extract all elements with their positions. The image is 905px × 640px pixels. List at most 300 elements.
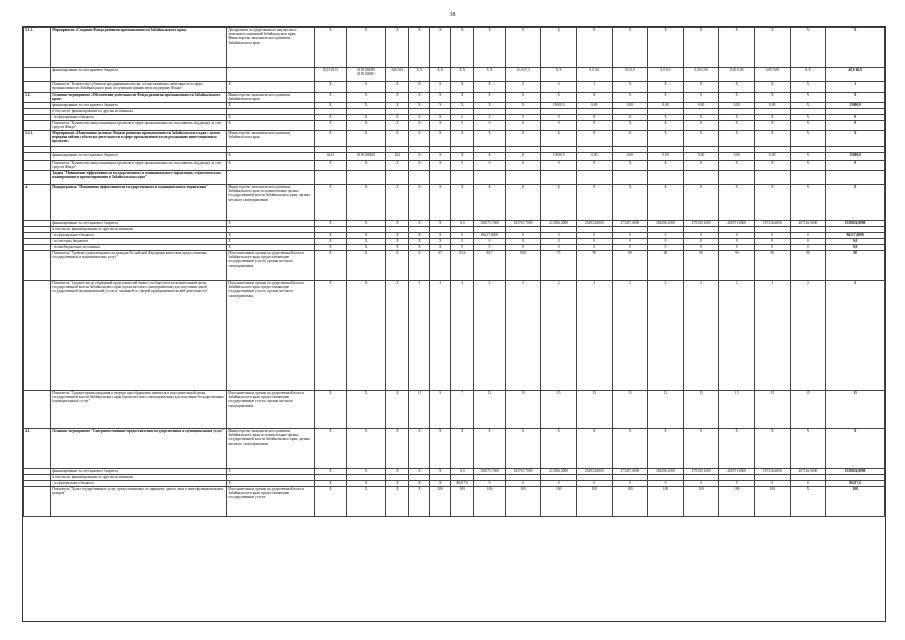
value-cell: X [386, 82, 409, 93]
value-cell: 100 [612, 487, 648, 517]
value-cell: X [386, 245, 409, 251]
row-title-cell: - из федерального бюджета [51, 115, 227, 121]
value-cell: X X [790, 68, 826, 82]
value-cell: 267146,9000 [790, 221, 826, 227]
row-number-cell [24, 153, 51, 161]
row-title-cell: финансирование за счет краевого бюджета [51, 153, 227, 161]
value-cell: X [386, 131, 409, 147]
row-title-cell: Показатель "Количество инвестиционных проектов в сфере промышленности, получивших поддержку за счет средств Фонда" [51, 121, 227, 131]
value-cell: X [386, 469, 409, 475]
value-cell: 2338656,0000 [826, 469, 885, 475]
value-cell: X [683, 93, 719, 103]
value-cell: 0 [683, 245, 719, 251]
value-cell [755, 171, 791, 185]
responsible-cell: X [227, 239, 315, 245]
value-cell: 0 [719, 233, 755, 239]
value-cell: X [409, 429, 430, 469]
value-cell: X [719, 185, 755, 221]
value-cell: X [612, 185, 648, 221]
value-cell: 0 [648, 239, 684, 245]
value-cell: X [409, 481, 430, 487]
row-title-cell: - из внебюджетных источников [51, 245, 227, 251]
row-title-cell: финансирование за счет краевого бюджета [51, 68, 227, 82]
value-cell: X [409, 245, 430, 251]
responsible-cell: X [227, 469, 315, 475]
row-title-cell: - из местных бюджетов [51, 239, 227, 245]
value-cell: X [755, 93, 791, 103]
value-cell: X [315, 221, 346, 227]
value-cell: X [790, 82, 826, 93]
value-cell: X [451, 153, 474, 161]
value-cell: X [541, 429, 577, 469]
value-cell: X [719, 82, 755, 93]
value-cell: X [576, 185, 612, 221]
value-cell: 15000,0 [541, 153, 577, 161]
value-cell: X [409, 121, 430, 131]
value-cell: 0 [576, 239, 612, 245]
value-cell: X [648, 82, 684, 93]
value-cell: 0,00 [683, 153, 719, 161]
value-cell: 0,0 [451, 469, 474, 475]
value-cell: 90 [648, 251, 684, 281]
value-cell: 0 [474, 239, 505, 245]
responsible-cell: Министерство экономического развития Забайкальского края [227, 93, 315, 103]
value-cell: 0,00 [719, 153, 755, 161]
value-cell: 0 [474, 161, 505, 171]
value-cell: X [346, 281, 386, 391]
value-cell: 2 [451, 281, 474, 391]
value-cell: X [451, 131, 474, 147]
value-cell: X [346, 161, 386, 171]
row-number-cell: 3.1.1. [24, 28, 51, 68]
value-cell: 0,00 [755, 153, 791, 161]
value-cell: 0 [451, 115, 474, 121]
table-row [24, 487, 885, 517]
value-cell: 0 [505, 233, 541, 239]
value-cell: 0 [790, 245, 826, 251]
row-number-cell: 3.2.1. [24, 131, 51, 147]
row-number-cell [24, 161, 51, 171]
value-cell: X [315, 469, 346, 475]
value-cell: 90 [826, 251, 885, 281]
value-cell [683, 171, 719, 185]
value-cell: 90 [612, 251, 648, 281]
value-cell: X [612, 82, 648, 93]
value-cell [315, 171, 346, 185]
value-cell: 0 [612, 239, 648, 245]
value-cell: X [719, 115, 755, 121]
value-cell: 2 [719, 281, 755, 391]
value-cell: 2 [505, 281, 541, 391]
value-cell: X [386, 221, 409, 227]
value-cell: X [755, 131, 791, 147]
value-cell: 0 [755, 245, 791, 251]
row-title-cell: Показатель "Доля государственных услуг, предоставляемых по принципу одного окна в многофункциональных центрах" [51, 487, 227, 517]
value-cell: X [755, 185, 791, 221]
value-cell: X [430, 28, 451, 68]
value-cell: X [386, 28, 409, 68]
responsible-cell: X [227, 121, 315, 131]
value-cell: X [386, 185, 409, 221]
value-cell: 0 [612, 481, 648, 487]
value-cell: 9 [430, 391, 451, 429]
value-cell: 234934,8000 [576, 221, 612, 227]
row-title-cell: Показатель "Количество субъектов предпринимательства, осуществляющих деятельность в сфере промышленности Забайкальского края, получивших финансовую поддержку Фонда" [51, 82, 227, 93]
value-cell: X [541, 28, 577, 68]
value-cell [826, 171, 885, 185]
value-cell: 273457,0000 [612, 469, 648, 475]
value-cell: X [386, 121, 409, 131]
value-cell: X [719, 93, 755, 103]
value-cell: 0 [505, 245, 541, 251]
table-row [24, 93, 885, 103]
value-cell: 0 [451, 121, 474, 131]
value-cell: 100 [541, 487, 577, 517]
value-cell: 15000,0 [826, 103, 885, 109]
row-title-cell: в том числе: финансирование по другим источникам [51, 109, 227, 115]
value-cell: X [386, 487, 409, 517]
value-cell: 15 [826, 391, 885, 429]
value-cell: X [648, 93, 684, 103]
value-cell: 83,6 [451, 251, 474, 281]
value-cell: 0,00 [683, 103, 719, 109]
value-cell: 3 [430, 281, 451, 391]
responsible-cell: X [227, 153, 315, 161]
value-cell: X X [474, 68, 505, 82]
value-cell: 0 [790, 239, 826, 245]
value-cell: 0 [505, 161, 541, 171]
value-cell: X [790, 161, 826, 171]
value-cell [541, 171, 577, 185]
value-cell: X [430, 121, 451, 131]
row-title-cell: Показатель "Уровень удовлетворенности граждан Российской Федерации качеством предоставления государственных и муниципальных услуг" [51, 251, 227, 281]
value-cell: X [409, 185, 430, 221]
value-cell: X [719, 121, 755, 131]
value-cell: 0,00 [612, 103, 648, 109]
value-cell: 183767,7000 [505, 469, 541, 475]
table-row [24, 153, 885, 161]
row-title-cell: Основное мероприятие "Совершенствование предоставления государственных и муниципальных услуг" [51, 429, 227, 469]
value-cell: X [474, 103, 505, 109]
value-cell [386, 171, 409, 185]
value-cell: 0150106820 [346, 153, 386, 161]
value-cell: X [346, 487, 386, 517]
value-cell: 90 [755, 251, 791, 281]
value-cell: X [315, 251, 346, 281]
value-cell: X [474, 82, 505, 93]
value-cell: X [683, 115, 719, 121]
row-title-cell: Показатель "Количество инвестиционных проектов в сфере промышленности, получивших поддержку за счет средств Фонда" [51, 161, 227, 171]
value-cell: X [576, 28, 612, 68]
value-cell: 0,00 0,00 [719, 68, 755, 82]
value-cell: X [719, 28, 755, 68]
page-number: 38 [449, 12, 456, 18]
value-cell: 273457,0000 [612, 221, 648, 227]
value-cell: 100 [474, 487, 505, 517]
value-cell: X [576, 115, 612, 121]
value-cell: 213586,0000 [541, 221, 577, 227]
value-cell: X [683, 131, 719, 147]
value-cell: X [474, 28, 505, 68]
row-title-cell: финансирование за счет краевого бюджета [51, 221, 227, 227]
value-cell: 15 [648, 391, 684, 429]
value-cell: 183767,7000 [505, 221, 541, 227]
row-title-cell: Подпрограмма "Повышение эффективности государственного и муниципального управления" [51, 185, 227, 221]
value-cell: X [386, 481, 409, 487]
value-cell: 0 [755, 481, 791, 487]
value-cell: X [430, 481, 451, 487]
table-row [24, 171, 885, 185]
value-cell: 0 [576, 233, 612, 239]
value-cell: X [505, 429, 541, 469]
value-cell: 2 [612, 281, 648, 391]
value-cell: X [315, 28, 346, 68]
value-cell: X [648, 28, 684, 68]
value-cell: X [409, 131, 430, 147]
value-cell: X [505, 93, 541, 103]
value-cell: 0 [451, 233, 474, 239]
value-cell: 0 [505, 121, 541, 131]
responsible-cell: Исполнительные органы государственной власти Забайкальского края, предоставляющие государственные услуги, органы местного самоуправления [227, 251, 315, 281]
row-number-cell [24, 251, 51, 281]
responsible-cell: Исполнительные органы государственной власти Забайкальского края, предоставляющие государственные услуги, органы местного самоуправления [227, 391, 315, 429]
value-cell: 15000,0 [826, 153, 885, 161]
value-cell: X [346, 391, 386, 429]
value-cell: X [826, 93, 885, 103]
value-cell: 100 [755, 487, 791, 517]
responsible-cell: Министерство экономического развития Забайкальского края [227, 131, 315, 147]
value-cell: 90,7 [474, 251, 505, 281]
value-cell: X [409, 115, 430, 121]
row-title-cell: Показатель "Среднее время ожидания в очереди при обращении заявителя в исполнительный орган государственной власти Забайкальского края (орган местного самоуправления) для получения государственных (муниципальных) услуг" [51, 391, 227, 429]
value-cell: X [755, 121, 791, 131]
value-cell: 86217,6 [451, 481, 474, 487]
table-row [24, 28, 885, 68]
value-cell: X [505, 153, 541, 161]
value-cell: X [790, 185, 826, 221]
value-cell: X [409, 82, 430, 93]
value-cell: X [719, 429, 755, 469]
value-cell: X [790, 121, 826, 131]
value-cell: X [315, 245, 346, 251]
value-cell: X [315, 103, 346, 109]
responsible-cell [227, 68, 315, 82]
value-cell [719, 171, 755, 185]
value-cell: 0 [719, 239, 755, 245]
responsible-cell: X [227, 245, 315, 251]
value-cell: 0412 [315, 153, 346, 161]
row-title-cell: - из федерального бюджета [51, 481, 227, 487]
value-cell: 2338656,0000 [826, 221, 885, 227]
row-number-cell [24, 121, 51, 131]
value-cell: X [612, 131, 648, 147]
value-cell: X [505, 103, 541, 109]
value-cell: X [719, 161, 755, 171]
responsible-cell: Министерство экономического развития Забайкальского края, исполнительные органы государственной власти Забайкальского края, органы местного самоуправления [227, 185, 315, 221]
table-row [24, 68, 885, 82]
value-cell: 2 [826, 281, 885, 391]
value-cell: 0 [612, 245, 648, 251]
value-cell: X [386, 233, 409, 239]
value-cell: 2 [790, 281, 826, 391]
value-cell: X [451, 185, 474, 221]
value-cell: X [346, 28, 386, 68]
value-cell: 0 [683, 239, 719, 245]
value-cell: 0 [541, 245, 577, 251]
value-cell: 0 [451, 245, 474, 251]
value-cell: 0 [826, 115, 885, 121]
responsible-cell: Исполнительные органы государственной власти Забайкальского края, предоставляющие государственные услуги [227, 487, 315, 517]
value-cell: X [576, 121, 612, 131]
value-cell: 0 [451, 239, 474, 245]
value-cell: X [315, 185, 346, 221]
value-cell: X [505, 28, 541, 68]
value-cell: 0 [790, 233, 826, 239]
value-cell: X [346, 251, 386, 281]
row-title-cell: - из федерального бюджета [51, 233, 227, 239]
value-cell: 279350,1000 [683, 221, 719, 227]
value-cell: X [409, 28, 430, 68]
value-cell: 0 [505, 481, 541, 487]
value-cell: 2 [683, 281, 719, 391]
value-cell [648, 171, 684, 185]
table-row [24, 121, 885, 131]
value-cell: X [430, 245, 451, 251]
responsible-cell: X [227, 481, 315, 487]
value-cell: 0,0 0,0 [648, 68, 684, 82]
value-cell: X [346, 429, 386, 469]
value-cell: 100 [683, 487, 719, 517]
value-cell: 1 [576, 82, 612, 93]
value-cell: 632 [386, 153, 409, 161]
value-cell: 2 [755, 281, 791, 391]
value-cell: 90,0 [505, 251, 541, 281]
value-cell: 0 [719, 245, 755, 251]
value-cell: X [612, 121, 648, 131]
value-cell: X [612, 115, 648, 121]
responsible-cell: X [227, 103, 315, 109]
value-cell: X [346, 93, 386, 103]
value-cell: 0 [576, 481, 612, 487]
value-cell: X [576, 161, 612, 171]
row-title-cell: в том числе: финансирование по другим источникам [51, 475, 227, 481]
value-cell: X [576, 131, 612, 147]
value-cell: X [430, 233, 451, 239]
value-cell: X [826, 185, 885, 221]
value-cell: X [719, 131, 755, 147]
row-number-cell [24, 281, 51, 391]
value-cell: X [576, 429, 612, 469]
value-cell: 15 [474, 391, 505, 429]
value-cell: 0 [474, 245, 505, 251]
value-cell: X [346, 221, 386, 227]
value-cell: 11 [409, 391, 430, 429]
value-cell: X [826, 429, 885, 469]
responsible-cell: X [227, 161, 315, 171]
value-cell: 0 [474, 115, 505, 121]
value-cell: 184575,7000 [474, 469, 505, 475]
row-number-cell [24, 171, 51, 185]
value-cell: 0 [648, 245, 684, 251]
value-cell: X [683, 28, 719, 68]
value-cell: 90 [576, 251, 612, 281]
value-cell: 0,00 [576, 153, 612, 161]
value-cell: X [315, 82, 346, 93]
document-table-sheet [22, 26, 886, 622]
value-cell [612, 171, 648, 185]
value-cell: 2 [648, 281, 684, 391]
value-cell: X [612, 93, 648, 103]
responsible-cell: X [227, 233, 315, 239]
responsible-cell: Департамент государственного имущества и земельных отношений Забайкальского края; Министерство экономического развития Забайкальского края [227, 28, 315, 68]
value-cell: X [409, 469, 430, 475]
value-cell: 187316,6000 [755, 469, 791, 475]
value-cell [790, 171, 826, 185]
value-cell: X [612, 161, 648, 171]
value-cell: X [315, 487, 346, 517]
value-cell: X [576, 93, 612, 103]
value-cell: X [409, 239, 430, 245]
value-cell: X [505, 185, 541, 221]
value-cell: 0 [790, 481, 826, 487]
responsible-cell: X [227, 115, 315, 121]
value-cell: X [430, 185, 451, 221]
value-cell: 0 [541, 161, 577, 171]
value-cell: 100 [430, 487, 451, 517]
value-cell: X [648, 185, 684, 221]
value-cell: X X [430, 68, 451, 82]
value-cell: 0 [505, 82, 541, 93]
value-cell: X [474, 429, 505, 469]
value-cell: 90 [790, 251, 826, 281]
value-cell: X [315, 429, 346, 469]
value-cell: 0 [683, 481, 719, 487]
value-cell: 184575,7000 [474, 221, 505, 227]
value-cell: 100 [451, 487, 474, 517]
value-cell: X [386, 103, 409, 109]
value-cell: 266791,8000 [719, 221, 755, 227]
value-cell: 90 [719, 251, 755, 281]
value-cell: 0,00 [648, 153, 684, 161]
value-cell: X [683, 121, 719, 131]
value-cell: 100 [719, 487, 755, 517]
value-cell [576, 171, 612, 185]
value-cell: 630 633 [386, 68, 409, 82]
value-cell: 0 [648, 233, 684, 239]
value-cell: 0 [541, 82, 577, 93]
value-cell: X [683, 161, 719, 171]
value-cell: X X [409, 68, 430, 82]
value-cell: 15 [790, 391, 826, 429]
value-cell: X [346, 185, 386, 221]
value-cell: 0 [541, 121, 577, 131]
value-cell: 0 [755, 233, 791, 239]
value-cell: X [409, 251, 430, 281]
value-cell: X [315, 131, 346, 147]
value-cell: X [386, 115, 409, 121]
row-title-cell: Показатель "Среднее число обращений представителей бизнес-сообщества в исполнительный орган государственной власти Забайкальского края (орган местного самоуправления) для получения одной государственной (муниципальной) услуги, связанной со сферой предпринимательской деятельности" [51, 281, 227, 391]
value-cell: 15 [719, 391, 755, 429]
value-cell: X [612, 429, 648, 469]
row-number-cell [24, 68, 51, 82]
value-cell: X [315, 121, 346, 131]
value-cell: 13,0 67,3 [505, 68, 541, 82]
value-cell: 100 [648, 487, 684, 517]
value-cell: X [755, 161, 791, 171]
value-cell: X [409, 93, 430, 103]
table-row [24, 131, 885, 147]
value-cell [474, 171, 505, 185]
